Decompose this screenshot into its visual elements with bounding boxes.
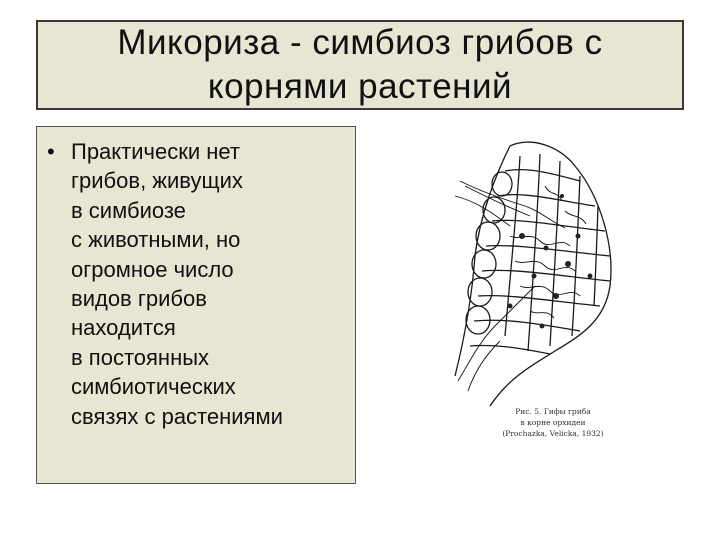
text-panel <box>36 126 356 484</box>
mycorrhiza-illustration <box>450 136 620 416</box>
bullet-line: с животными, но <box>71 227 241 253</box>
title-line-1: Микориза - симбиоз грибов с <box>117 23 603 62</box>
title-line-2: корнями растений <box>207 67 513 106</box>
caption-line: Рис. 5. Гифы гриба <box>515 407 591 416</box>
bullet-line: огромное число <box>71 256 234 282</box>
bullet-line: Практически нет <box>71 139 240 164</box>
caption-line: в корне орхидеи <box>520 418 586 427</box>
bullet-text <box>71 137 283 431</box>
caption-line: (Prochazka, Velicka, 1932) <box>502 429 604 438</box>
bullet-item <box>47 137 347 431</box>
bullet-line: симбиотических <box>71 374 236 400</box>
bullet-line: видов грибов <box>71 286 207 312</box>
bullet-icon: • <box>47 139 55 164</box>
slide-title <box>117 21 602 109</box>
bullet-line: в постоянных <box>71 344 210 370</box>
bullet-line: грибов, живущих <box>71 168 243 194</box>
bullet-line: в симбиозе <box>71 197 186 223</box>
figure-caption <box>478 406 628 439</box>
title-box <box>36 20 684 110</box>
bullet-line: находится <box>71 315 176 341</box>
bullet-line: связях с растениями <box>71 403 283 429</box>
